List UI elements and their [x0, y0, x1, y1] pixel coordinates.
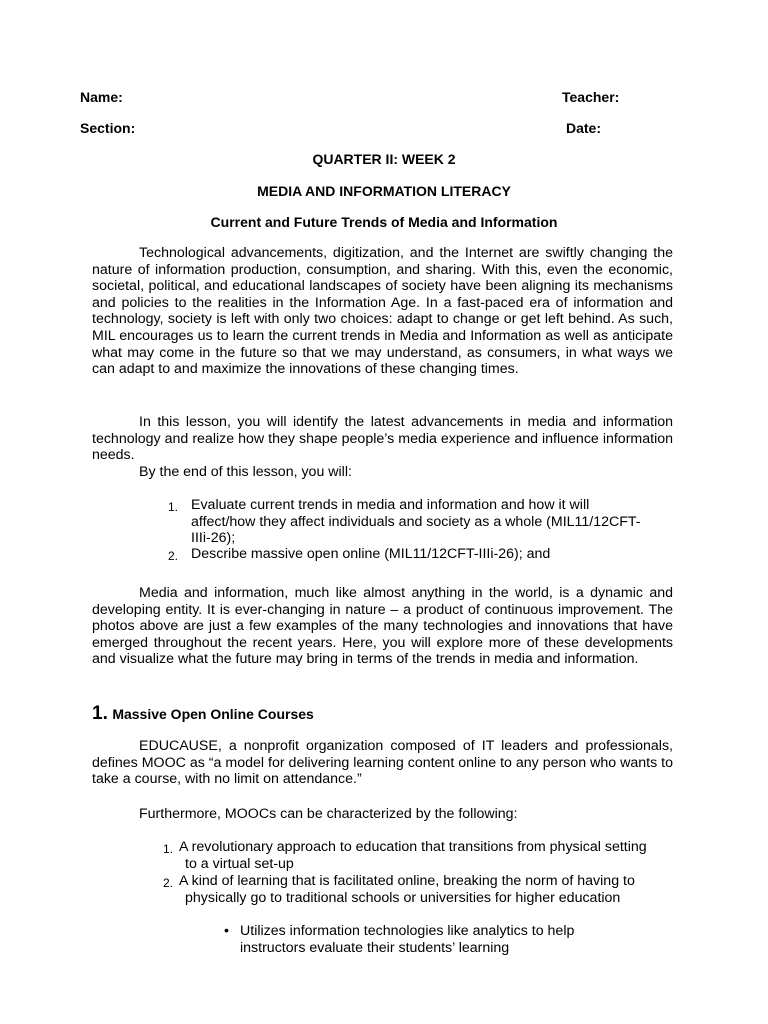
by-end-paragraph: By the end of this lesson, you will: [139, 464, 352, 480]
list-number: 1. [168, 500, 179, 514]
date-label: Date: [566, 120, 602, 136]
list-item: Describe massive open online (MIL11/12CFT-IIIi-26); and [191, 546, 551, 562]
bullet-item: Utilizes information technologies like analytics to help instructors evaluate their students’ learning [240, 923, 575, 956]
teacher-label: Teacher: [562, 89, 620, 105]
list-item [179, 839, 649, 872]
list-item-text: A revolutionary approach to education that transitions from physical setting to a virtual set-up [179, 839, 647, 872]
section-number: 1. [92, 703, 108, 724]
name-label: Name: [80, 89, 123, 105]
intro-paragraph: Technological advancements, digitization, and the Internet are swiftly changing the nature of information production, consumption, and sharing. With this, even the economic, societal, political, and educational landscapes of society have been aligning its mechanisms and policies to the realities in the Information Age. In a fast-paced era of information and technology, society is left with only two choices: adapt to change or get left behind. As such, MIL encourages us to learn the current trends in Media and Information as well as anticipate what may come in the future so that we may understand, as consumers, in what ways we can adapt to and maximize the innovations of these changing times. [92, 245, 673, 378]
list-item: Evaluate current trends in media and information and how it will affect/how they affect individuals and society as a whole (MIL11/12CFT-IIIi-26); [191, 497, 641, 547]
list-number: 2. [168, 549, 179, 563]
section-label: Section: [80, 120, 136, 136]
furthermore-paragraph: Furthermore, MOOCs can be characterized by the following: [139, 806, 518, 822]
quarter-title: QUARTER II: WEEK 2 [312, 151, 456, 167]
lesson-title: Current and Future Trends of Media and Information [210, 214, 558, 230]
subject-title: MEDIA AND INFORMATION LITERACY [257, 183, 511, 199]
section-heading [92, 703, 314, 725]
lesson-paragraph: In this lesson, you will identify the latest advancements in media and information technology and realize how they shape people’s media experience and influence information needs. [92, 414, 673, 464]
list-item-text: A kind of learning that is facilitated online, breaking the norm of having to physically go to traditional schools or universities for higher education [179, 873, 635, 906]
dynamic-paragraph: Media and information, much like almost anything in the world, is a dynamic and developing entity. It is ever-changing in nature – a product of continuous improvement. The photos above are just a few examples of the many technologies and innovations that have emerged throughout the recent years. Here, you will explore more of these developments and visualize what the future may bring in terms of the trends in media and information. [92, 585, 673, 668]
section-title: Massive Open Online Courses [112, 706, 314, 722]
educause-paragraph: EDUCAUSE, a nonprofit organization composed of IT leaders and professionals, defines MOOC as “a model for delivering learning content online to any person who wants to take a course, with no limit on attendance.” [92, 738, 673, 788]
list-number: 1. [163, 842, 174, 856]
list-number: 2. [163, 876, 174, 890]
bullet-icon: • [224, 923, 229, 939]
list-item [179, 873, 669, 906]
